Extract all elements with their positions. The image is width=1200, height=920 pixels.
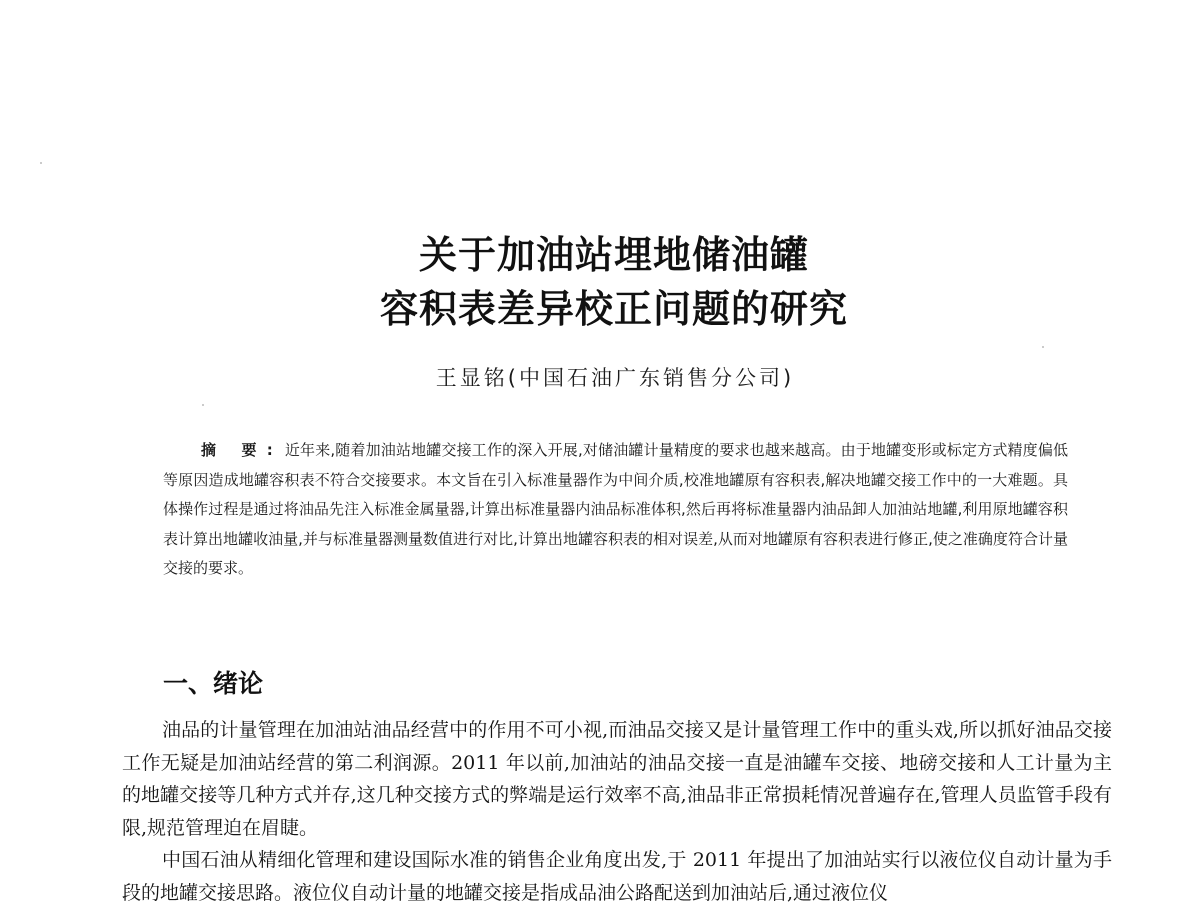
abstract-text: 近年来,随着加油站地罐交接工作的深入开展,对储油罐计量精度的要求也越来越高。由于地罐变形或标定方式精度偏低等原因造成地罐容积表不符合交接要求。本文旨在引入标准量器作为中间介质,校准地罐原有容积表,解决地罐交接工作中的一大难题。具体操作过程是通过将油品先注入标准金属量器,计算出标准量器内油品标准体积,然后再将标准量器内油品卸人加油站地罐,利用原地罐容积表计算出地罐收油量,并与标准量器测量数值进行对比,计算出地罐容积表的相对误差,从而对地罐原有容积表进行修正,使之准确度符合计量交接的要求。	[163, 441, 1068, 577]
article-title	[0, 228, 1200, 336]
section-heading: 一、绪论	[163, 669, 264, 698]
abstract-label: 摘 要:	[201, 441, 283, 459]
scan-speck	[40, 162, 42, 164]
paragraph-2: 中国石油从精细化管理和建设国际水准的销售企业角度出发,于 2011 年提出了加油站实行以液位仪自动计量为手段的地罐交接思路。液位仪自动计量的地罐交接是指成品油公路配送到加油站后,通过液位仪	[122, 849, 1112, 904]
scan-speck	[1042, 346, 1044, 348]
abstract	[163, 436, 1068, 584]
title-line-1: 关于加油站埋地储油罐	[418, 232, 809, 277]
scan-speck	[202, 404, 204, 406]
paragraph-1: 油品的计量管理在加油站油品经营中的作用不可小视,而油品交接又是计量管理工作中的重头戏,所以抓好油品交接工作无疑是加油站经营的第二利润源。2011 年以前,加油站的油品交接一直是油罐车交接、地磅交接和人工计量为主的地罐交接等几种方式并存,这几种交接方式的弊端是运行效率不高,油品非正常损耗情况普遍存在,管理人员监管手段有限,规范管理迫在眉睫。	[122, 719, 1112, 839]
body-text	[122, 714, 1112, 909]
author-affiliation: 王显铭(中国石油广东销售分公司)	[435, 366, 795, 390]
title-line-2: 容积表差异校正问题的研究	[379, 286, 848, 331]
